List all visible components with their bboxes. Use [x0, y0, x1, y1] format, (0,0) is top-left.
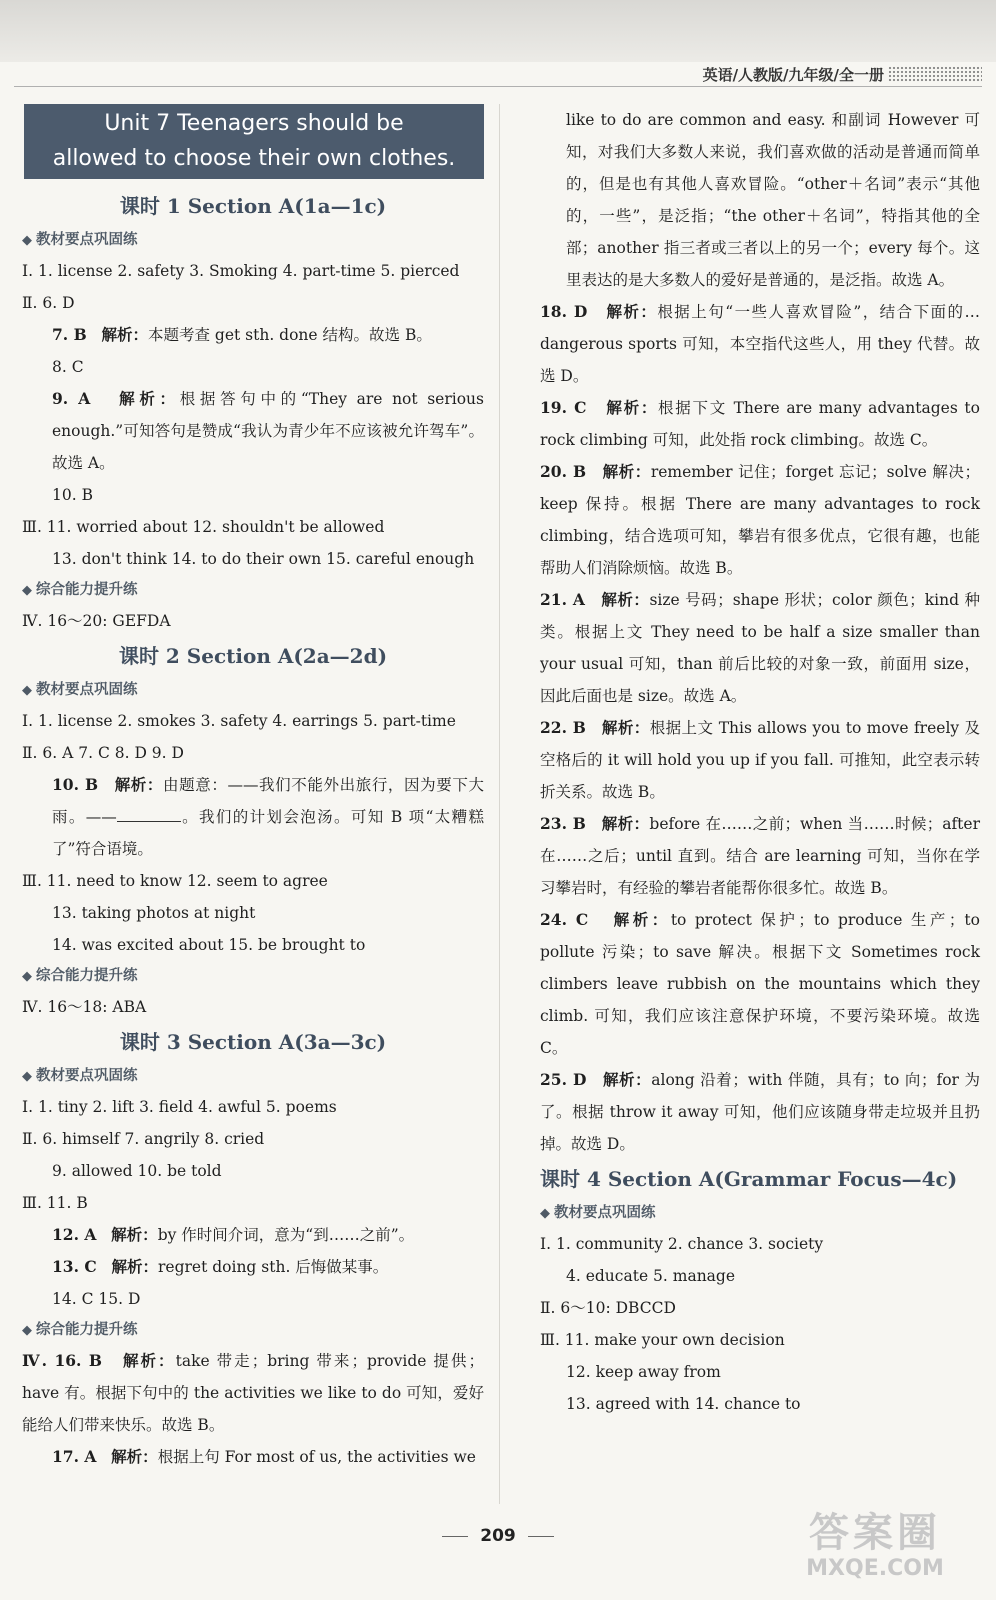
dash-right — [528, 1536, 554, 1537]
answer-row: Ⅳ. 16～20: GEFDA — [22, 612, 171, 630]
lesson-2-title: 课时 2 Section A(2a—2d) — [118, 644, 388, 668]
header-dot-pattern — [888, 66, 982, 82]
diamond-icon: ◆ — [22, 1069, 32, 1084]
answer-row: Ⅱ. 6. A 7. C 8. D 9. D — [22, 744, 184, 762]
explanation-para: 25. D 解析：along 沿着；with 伴随，具有；to 向；for 为了。根据 throw it away 可知，他们应该随身带走垃圾并且扔掉。故选 D。 — [540, 1070, 980, 1153]
section-heading: ◆ 教材要点巩固练 — [22, 232, 138, 248]
answer-row: 8. C — [52, 358, 84, 376]
answer-row: 9. allowed 10. be told — [52, 1162, 222, 1180]
unit-title-line2: allowed to choose their own clothes. — [52, 146, 456, 171]
answer-row: Ⅰ. 1. community 2. chance 3. society — [540, 1235, 824, 1253]
explanation-para: Ⅳ. 16. B 解析：take 带走；bring 带来；provide 提供；have 有。根据下句中的 the activities we like to do 可知，爱好能给人们带来快乐。故选 B。 — [22, 1351, 485, 1434]
answer-row: 14. C 15. D — [52, 1290, 141, 1308]
answer-row: Ⅱ. 6. himself 7. angrily 8. cried — [22, 1130, 265, 1148]
right-column — [540, 104, 980, 1420]
answer-row: 13. C 解析：regret doing sth. 后悔做某事。 — [52, 1257, 389, 1276]
explanation-para: 21. A 解析：size 号码；shape 形状；color 颜色；kind 种类。根据上文 They need to be half a size smaller than your usual 可知，than 前后比较的对象一致，前面用 size，因此后面也是 size。故选 A。 — [540, 590, 980, 705]
section-heading: ◆ 综合能力提升练 — [22, 582, 138, 598]
answer-row: 7. B 解析：本题考查 get sth. done 结构。故选 B。 — [52, 325, 432, 344]
answer-row: Ⅰ. 1. license 2. safety 3. Smoking 4. part-time 5. pierced — [22, 262, 460, 280]
lesson-3-title: 课时 3 Section A(3a—3c) — [119, 1030, 387, 1054]
answer-row: Ⅰ. 1. tiny 2. lift 3. field 4. awful 5. poems — [22, 1098, 337, 1116]
header-breadcrumb: 英语/人教版/九年级/全一册 — [702, 66, 884, 84]
explanation-para: 18. D 解析：根据上句“一些人喜欢冒险”，结合下面的… dangerous sports 可知，本空指代这些人，用 they 代替。故选 D。 — [540, 302, 980, 385]
answer-row: 12. A 解析：by 作时间介词，意为“到……之前”。 — [52, 1225, 415, 1244]
answer-row: Ⅲ. 11. make your own decision — [540, 1331, 785, 1349]
explanation-para: 9. A 解析：根据答句中的“They are not serious enough.”可知答句是赞成“我认为青少年不应该被允许驾车”。故选 A。 — [52, 389, 484, 472]
watermark-url: MXQE.COM — [806, 1556, 944, 1581]
top-scan-band — [0, 0, 996, 62]
watermark-logo: 答案圈 — [809, 1510, 941, 1556]
unit-title-line1: Unit 7 Teenagers should be — [104, 111, 404, 136]
explanation-para: like to do are common and easy. 和副词 However 可知，对我们大多数人来说，我们喜欢做的活动是普通而简单的，但是也有其他人喜欢冒险。“other＋名词”表示“其他的，一些”，是泛指；“the other＋名词”，特指其他的全部；another 指三者或三者以上的另一个；every 每个。这里表达的是大多数人的爱好是普通的，是泛指。故选 A。 — [566, 111, 980, 289]
lesson-1-title: 课时 1 Section A(1a—1c) — [119, 194, 387, 218]
explanation-para: 19. C 解析：根据下文 There are many advantages to rock climbing 可知，此处指 rock climbing。故选 C。 — [540, 398, 980, 449]
watermark — [770, 1510, 980, 1590]
lesson-4-title: 课时 4 Section A(Grammar Focus—4c) — [540, 1167, 958, 1191]
explanation-para: 22. B 解析：根据上文 This allows you to move freely 及空格后的 it will hold you up if you fall. 可推知，此空表示转折关系。故选 B。 — [540, 718, 980, 801]
explanation-para: 17. A 解析：根据上句 For most of us, the activities we — [52, 1447, 476, 1466]
answer-row: 4. educate 5. manage — [566, 1267, 736, 1285]
answer-row: 13. don't think 14. to do their own 15. careful enough — [52, 550, 475, 568]
diamond-icon: ◆ — [540, 1206, 550, 1221]
answer-row: 10. B — [52, 486, 93, 504]
explanation-para: 20. B 解析：remember 记住；forget 忘记；solve 解决；keep 保持。根据 There are many advantages to rock climbing，结合选项可知，攀岩有很多优点，它很有趣，也能帮助人们消除烦恼。故选 B。 — [540, 462, 980, 577]
answer-row: 13. taking photos at night — [52, 904, 256, 922]
answer-row: Ⅲ. 11. need to know 12. seem to agree — [22, 872, 328, 890]
section-heading: ◆ 综合能力提升练 — [22, 1322, 138, 1338]
section-heading: ◆ 教材要点巩固练 — [22, 682, 138, 698]
left-column — [22, 104, 484, 1473]
dash-left — [442, 1536, 468, 1537]
diamond-icon: ◆ — [22, 1323, 32, 1338]
explanation-para: 23. B 解析：before 在……之前；when 当……时候；after 在……之后；until 直到。结合 are learning 可知，当你在学习攀岩时，有经验的攀岩者能帮你很多忙。故选 B。 — [540, 814, 980, 897]
answer-row: Ⅲ. 11. worried about 12. shouldn't be allowed — [22, 518, 385, 536]
unit-title-box — [24, 104, 484, 179]
section-heading: ◆ 教材要点巩固练 — [22, 1068, 138, 1084]
answer-row: Ⅳ. 16～18: ABA — [22, 998, 147, 1016]
explanation-para: 24. C 解析：to protect 保护；to produce 生产；to pollute 污染；to save 解决。根据下文 Sometimes rock climbers leave rubbish on the mountains which they climb. 可知，我们应该注意保护环境，不要污染环境。故选 C。 — [540, 910, 980, 1057]
answer-row: 12. keep away from — [566, 1363, 721, 1381]
answer-row: 14. was excited about 15. be brought to — [52, 936, 366, 954]
answer-row: Ⅲ. 11. B — [22, 1194, 88, 1212]
answer-row: Ⅱ. 6～10: DBCCD — [540, 1299, 676, 1317]
diamond-icon: ◆ — [22, 969, 32, 984]
explanation-para: 10. B 解析：由题意：——我们不能外出旅行，因为要下大雨。—— 。我们的计划会泡汤。可知 B 项“太糟糕了”符合语境。 — [52, 775, 484, 858]
column-divider — [499, 104, 500, 1504]
diamond-icon: ◆ — [22, 233, 32, 248]
header-rule — [14, 86, 982, 87]
section-heading: ◆ 教材要点巩固练 — [540, 1205, 656, 1221]
answer-row: Ⅱ. 6. D — [22, 294, 75, 312]
answer-blank — [117, 807, 181, 822]
page-number: 209 — [0, 1526, 996, 1546]
answer-row: Ⅰ. 1. license 2. smokes 3. safety 4. earrings 5. part-time — [22, 712, 456, 730]
answer-row: 13. agreed with 14. chance to — [566, 1395, 801, 1413]
section-heading: ◆ 综合能力提升练 — [22, 968, 138, 984]
diamond-icon: ◆ — [22, 583, 32, 598]
diamond-icon: ◆ — [22, 683, 32, 698]
